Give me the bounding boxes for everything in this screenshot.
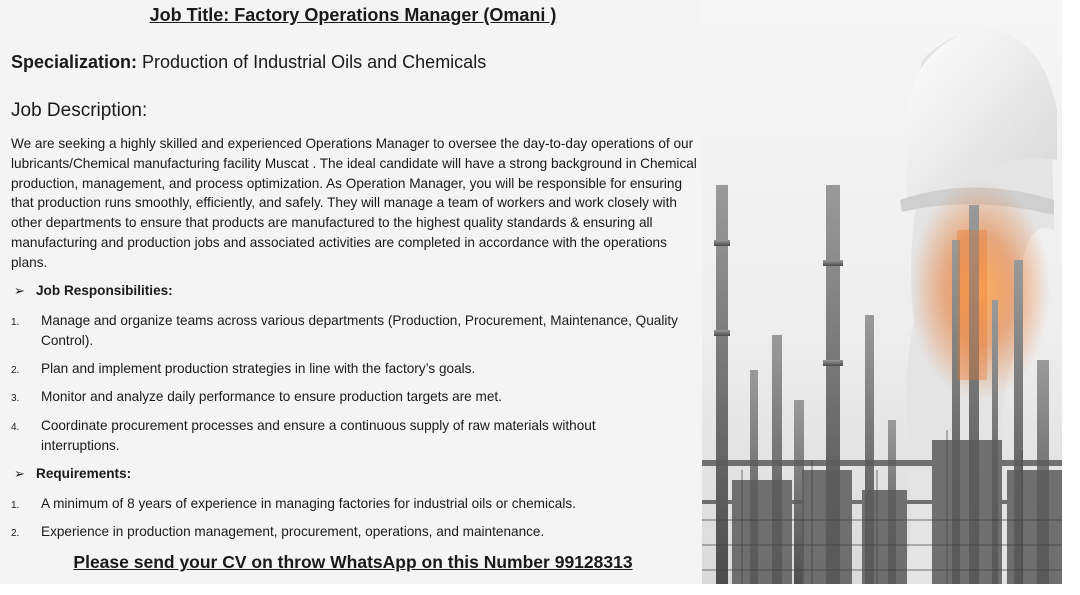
- responsibility-item: [11, 359, 701, 379]
- item-text: Experience in production management, procurement, operations, and maintenance.: [41, 524, 545, 539]
- specialization: [11, 52, 486, 73]
- industrial-refinery-image: [702, 0, 1062, 584]
- item-text: Plan and implement production strategies in line with the factory’s goals.: [41, 361, 476, 376]
- job-description-heading: Job Description:: [11, 100, 148, 121]
- responsibility-item: [11, 311, 701, 351]
- contact-instructions: Please send your CV on throw WhatsApp on this Number 99128313: [73, 552, 633, 572]
- item-number: 2.: [11, 528, 20, 539]
- requirements-heading-label: Requirements:: [36, 466, 132, 481]
- responsibility-item: [11, 416, 701, 456]
- arrow-bullet-icon: ➢: [14, 283, 25, 298]
- responsibilities-heading: [14, 283, 173, 299]
- responsibilities-heading-label: Job Responsibilities:: [36, 283, 173, 298]
- item-number: 1.: [11, 317, 20, 328]
- item-number: 3.: [11, 393, 20, 404]
- item-number: 1.: [11, 500, 20, 511]
- arrow-bullet-icon: ➢: [14, 466, 25, 481]
- item-text: Manage and organize teams across various departments (Production, Procurement, Maintenance, Quality Control).: [41, 313, 678, 348]
- requirement-item: [11, 494, 701, 514]
- item-text: Monitor and analyze daily performance to ensure production targets are met.: [41, 389, 502, 404]
- item-number: 4.: [11, 422, 20, 433]
- requirements-heading: [14, 466, 131, 482]
- specialization-label: Specialization:: [11, 52, 138, 72]
- job-title: Job Title: Factory Operations Manager (Omani ): [149, 5, 557, 25]
- specialization-value: Production of Industrial Oils and Chemicals: [137, 52, 487, 72]
- item-text: A minimum of 8 years of experience in managing factories for industrial oils or chemicals.: [41, 496, 576, 511]
- item-text: Coordinate procurement processes and ensure a continuous supply of raw materials without interruptions.: [41, 418, 596, 453]
- requirement-item: [11, 522, 701, 542]
- responsibility-item: [11, 387, 701, 407]
- item-number: 2.: [11, 365, 20, 376]
- job-description-text: We are seeking a highly skilled and experienced Operations Manager to oversee the day-to-day operations of our lubricants/Chemical manufacturing facility Muscat . The ideal candidate will have a strong background in Chemical production, management, and process optimization. As Operation Manager, you will be responsible for ensuring that production runs smoothly, efficiently, and safely. They will manage a team of workers and work closely with other departments to ensure that products are manufactured to the highest quality standards & ensuring all manufacturing and production jobs and associated activities are completed in accordance with the operations plans.: [11, 136, 697, 270]
